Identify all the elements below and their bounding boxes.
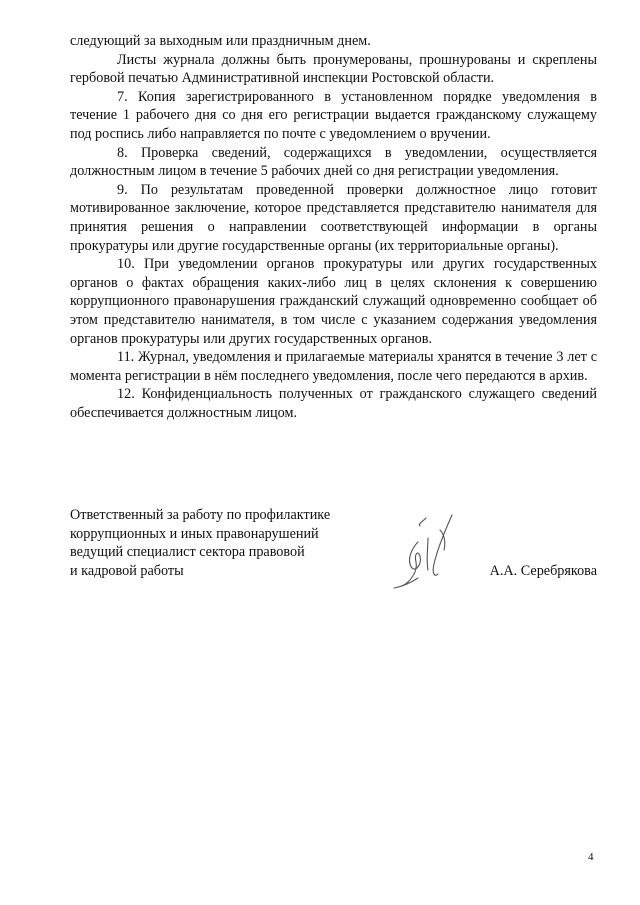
body-text — [70, 32, 597, 422]
signatory-name: А.А. Серебрякова — [489, 562, 597, 579]
paragraph-continuation: следующий за выходным или праздничным днем. — [70, 33, 371, 49]
paragraph-item-11: 11. Журнал, уведомления и прилагаемые материалы хранятся в течение 3 лет с момента регистрации в нём последнего уведомления, после чего передаются в архив. — [70, 349, 597, 384]
paragraph-item-9: 9. По результатам проведенной проверки должностное лицо готовит мотивированное заключение, которое представляется представителю нанимателя для принятия решения о направлении соответствующей информации в органы прокуратуры или другие государственные органы (их территориальные органы). — [70, 181, 597, 254]
signatory-line: ведущий специалист сектора правовой — [70, 544, 305, 561]
paragraph-item-7: 7. Копия зарегистрированного в установленном порядке уведомления в течение 1 рабочего дня со дня его регистрации выдается гражданскому служащему под роспись либо направляется по почте с уведомлением о вручении. — [70, 88, 597, 142]
signature-block — [70, 506, 597, 580]
paragraph-item-10: 10. При уведомлении органов прокуратуры или других государственных органов о фактах обращения каких-либо лиц в целях склонения к совершению коррупционного правонарушения гражданский служащий одновременно сообщает об этом представителю нанимателя, в том числе с указанием содержания уведомления органов прокуратуры или других государственных органов. — [70, 256, 597, 347]
paragraph-item-8: 8. Проверка сведений, содержащихся в уведомлении, осуществляется должностным лицом в течение 5 рабочих дней со дня регистрации уведомления. — [70, 144, 597, 180]
signatory-line: и кадровой работы — [70, 562, 184, 579]
handwritten-signature — [388, 512, 468, 592]
paragraph-journal-sheets: Листы журнала должны быть пронумерованы, прошнурованы и скреплены гербовой печатью Административной инспекции Ростовской области. — [70, 51, 597, 87]
paragraph-item-12: 12. Конфиденциальность полученных от гражданского служащего сведений обеспечивается должностным лицом. — [70, 386, 597, 421]
signatory-line: коррупционных и иных правонарушений — [70, 525, 319, 542]
page-number: 4 — [588, 851, 594, 863]
signatory-line: Ответственный за работу по профилактике — [70, 507, 331, 523]
